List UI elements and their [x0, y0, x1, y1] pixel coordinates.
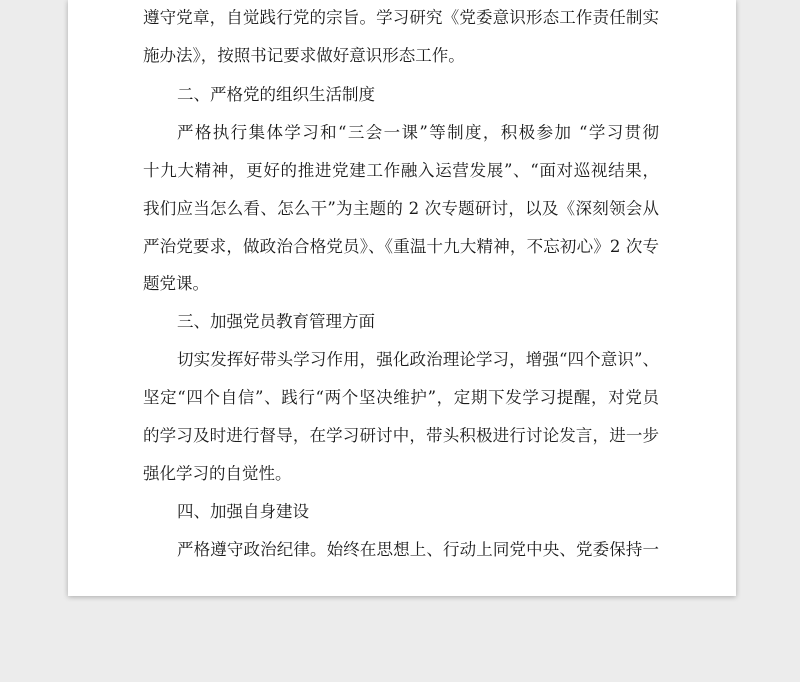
document-page — [68, 0, 736, 596]
paragraph-line: 严格遵守政治纪律。始终在思想上、行动上同党中央、党委保持一 — [177, 540, 659, 559]
paragraph-line: 的学习及时进行督导，在学习研讨中，带头积极进行讨论发言，进一步 — [143, 426, 659, 445]
section-heading: 四、加强自身建设 — [177, 502, 309, 521]
paragraph-line: 施办法》，按照书记要求做好意识形态工作。 — [143, 46, 465, 65]
paragraph-line: 题党课。 — [143, 274, 209, 293]
paragraph-line: 十九大精神，更好的推进党建工作融入运营发展”、“面对巡视结果， — [143, 161, 659, 180]
paragraph-line: 我们应当怎么看、怎么干”为主题的 2 次专题研讨，以及《深刻领会从 — [143, 199, 659, 218]
paragraph-line: 强化学习的自觉性。 — [143, 464, 292, 483]
paragraph-line: 坚定“四个自信”、践行“两个坚决维护”，定期下发学习提醒，对党员 — [143, 388, 659, 407]
paragraph-line: 切实发挥好带头学习作用，强化政治理论学习，增强“四个意识”、 — [177, 350, 659, 369]
paragraph-line: 严治党要求，做政治合格党员》、《重温十九大精神，不忘初心》2 次专 — [143, 237, 659, 256]
paragraph-line: 严格执行集体学习和“三会一课”等制度，积极参加 “学习贯彻 — [177, 123, 659, 142]
paragraph-line: 遵守党章，自觉践行党的宗旨。学习研究《党委意识形态工作责任制实 — [143, 8, 659, 27]
section-heading: 二、严格党的组织生活制度 — [177, 85, 375, 104]
section-heading: 三、加强党员教育管理方面 — [177, 312, 375, 331]
